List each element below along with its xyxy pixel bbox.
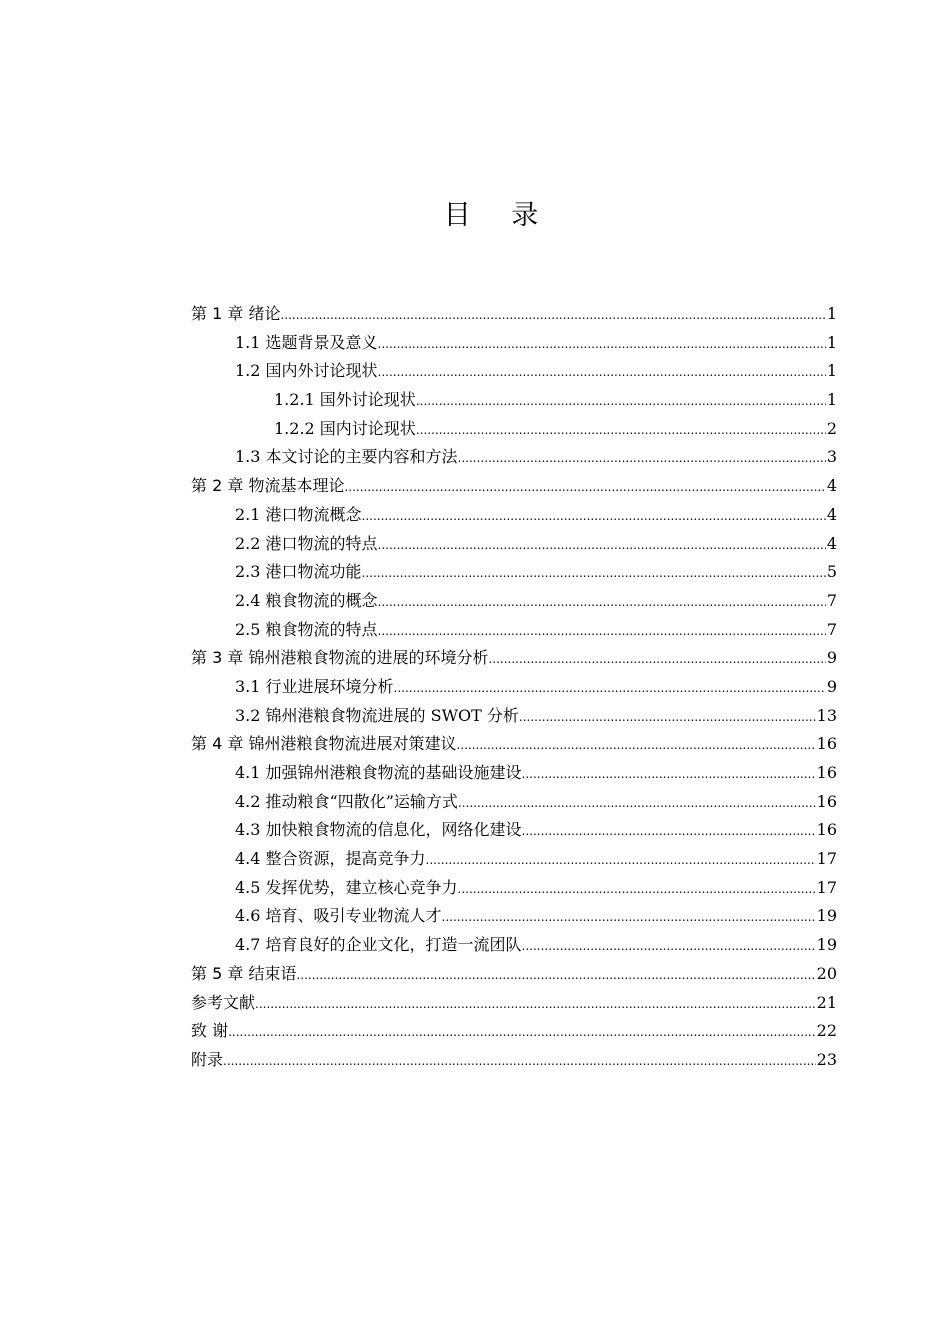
toc-dot-leader [280, 301, 825, 330]
toc-dot-leader [456, 731, 815, 760]
table-of-contents [191, 300, 837, 1075]
toc-dot-leader [378, 531, 826, 560]
toc-dot-leader [458, 444, 826, 473]
toc-page-number: 9 [826, 648, 837, 668]
toc-dot-leader [442, 903, 816, 932]
toc-dot-leader [362, 559, 826, 588]
toc-dot-leader [228, 1018, 816, 1047]
toc-entry-label: 1.2 国内外讨论现状 [235, 361, 378, 381]
toc-dot-leader [378, 588, 826, 617]
toc-entry-label: 1.1 选题背景及意义 [235, 332, 378, 352]
toc-entry[interactable] [191, 1017, 837, 1046]
toc-entry[interactable] [191, 845, 837, 874]
toc-entry-label: 1.2.2 国内讨论现状 [274, 418, 416, 438]
toc-page-number: 1 [826, 390, 837, 410]
toc-page-number: 16 [816, 791, 837, 811]
toc-entry[interactable] [191, 931, 837, 960]
toc-page-number: 9 [826, 676, 837, 696]
toc-entry-label: 3.1 行业进展环境分析 [235, 676, 394, 696]
toc-dot-leader [416, 416, 826, 445]
toc-entry[interactable] [191, 960, 837, 989]
toc-dot-leader [488, 645, 825, 674]
toc-page-number: 22 [816, 1021, 837, 1041]
toc-page-number: 4 [826, 504, 837, 524]
toc-entry[interactable] [191, 386, 837, 415]
toc-page-number: 16 [816, 820, 837, 840]
toc-entry[interactable] [191, 644, 837, 673]
toc-dot-leader [378, 330, 826, 359]
toc-page-number: 16 [816, 763, 837, 782]
toc-entry-label: 4.4 整合资源，提高竞争力 [235, 849, 426, 869]
toc-entry[interactable] [191, 702, 837, 731]
toc-page-number: 3 [826, 447, 837, 467]
toc-entry[interactable] [191, 989, 837, 1018]
toc-entry[interactable] [191, 329, 837, 358]
toc-entry[interactable] [191, 673, 837, 702]
toc-entry-label: 第 2 章 物流基本理论 [191, 476, 345, 496]
toc-dot-leader [522, 932, 816, 961]
toc-entry[interactable] [191, 616, 837, 645]
toc-entry[interactable] [191, 501, 837, 530]
toc-dot-leader [458, 789, 816, 818]
toc-entry-label: 第 4 章 锦州港粮食物流进展对策建议 [191, 734, 457, 754]
toc-entry[interactable] [191, 902, 837, 931]
toc-dot-leader [519, 703, 816, 732]
toc-entry-label: 2.5 粮食物流的特点 [235, 619, 378, 639]
toc-entry-label: 4.3 加快粮食物流的信息化，网络化建设 [235, 820, 522, 840]
toc-entry[interactable] [191, 759, 837, 788]
toc-entry-label: 1.2.1 国外讨论现状 [274, 390, 416, 410]
toc-dot-leader [458, 875, 816, 904]
toc-entry-label: 第 1 章 绪论 [191, 304, 281, 323]
toc-dot-leader [344, 473, 825, 502]
toc-page-number: 5 [826, 562, 837, 582]
toc-dot-leader [522, 760, 816, 789]
toc-entry[interactable] [191, 300, 837, 329]
toc-entry[interactable] [191, 443, 837, 472]
toc-page-number: 7 [826, 619, 837, 639]
toc-entry-label: 4.6 培育、吸引专业物流人才 [235, 906, 442, 926]
toc-entry[interactable] [191, 472, 837, 501]
toc-dot-leader [426, 846, 816, 875]
toc-page-number: 20 [816, 963, 837, 983]
toc-page-number: 1 [826, 361, 837, 381]
toc-entry[interactable] [191, 816, 837, 845]
toc-page-number: 13 [816, 705, 837, 725]
toc-entry[interactable] [191, 788, 837, 817]
toc-page-number: 17 [816, 849, 837, 869]
toc-page-number: 19 [816, 906, 837, 926]
toc-dot-leader [522, 817, 816, 846]
toc-entry-label: 3.2 锦州港粮食物流进展的 SWOT 分析 [235, 705, 519, 725]
toc-entry-label: 2.3 港口物流功能 [235, 562, 362, 582]
toc-entry-label: 参考文献 [191, 992, 256, 1012]
toc-dot-leader [394, 674, 826, 703]
toc-page-number: 1 [826, 304, 837, 323]
toc-page-number: 19 [816, 935, 837, 955]
toc-entry[interactable] [191, 357, 837, 386]
toc-page-number: 2 [826, 418, 837, 438]
toc-entry-label: 4.5 发挥优势，建立核心竞争力 [235, 877, 458, 897]
toc-page-number: 23 [816, 1049, 837, 1069]
toc-dot-leader [255, 990, 816, 1019]
toc-title: 目 录 [443, 200, 555, 231]
toc-dot-leader [416, 387, 826, 416]
toc-page-number: 17 [816, 877, 837, 897]
toc-page-number: 4 [826, 476, 837, 496]
toc-dot-leader [296, 961, 815, 990]
toc-entry-label: 致 谢 [191, 1021, 229, 1041]
toc-entry[interactable] [191, 558, 837, 587]
toc-entry[interactable] [191, 530, 837, 559]
toc-entry-label: 4.1 加强锦州港粮食物流的基础设施建设 [235, 763, 522, 782]
toc-entry[interactable] [191, 730, 837, 759]
toc-dot-leader [223, 1047, 816, 1076]
toc-entry-label: 第 3 章 锦州港粮食物流的进展的环境分析 [191, 648, 489, 668]
toc-page-number: 1 [826, 332, 837, 352]
toc-page-number: 7 [826, 590, 837, 610]
toc-entry-label: 附录 [191, 1049, 224, 1069]
toc-entry[interactable] [191, 415, 837, 444]
toc-entry-label: 2.4 粮食物流的概念 [235, 590, 378, 610]
toc-entry-label: 2.2 港口物流的特点 [235, 533, 378, 553]
toc-page-number: 21 [816, 992, 837, 1012]
toc-entry-label: 1.3 本文讨论的主要内容和方法 [235, 447, 458, 467]
toc-entry[interactable] [191, 587, 837, 616]
toc-entry-label: 第 5 章 结束语 [191, 963, 297, 983]
toc-entry[interactable] [191, 1046, 837, 1075]
toc-dot-leader [378, 617, 826, 646]
toc-entry-label: 2.1 港口物流概念 [235, 504, 362, 524]
toc-entry-label: 4.2 推动粮食“四散化”运输方式 [235, 791, 458, 811]
toc-entry[interactable] [191, 874, 837, 903]
toc-entry-label: 4.7 培育良好的企业文化，打造一流团队 [235, 935, 522, 955]
toc-dot-leader [378, 358, 826, 387]
toc-page-number: 4 [826, 533, 837, 553]
toc-dot-leader [362, 502, 826, 531]
toc-page-number: 16 [816, 734, 837, 754]
